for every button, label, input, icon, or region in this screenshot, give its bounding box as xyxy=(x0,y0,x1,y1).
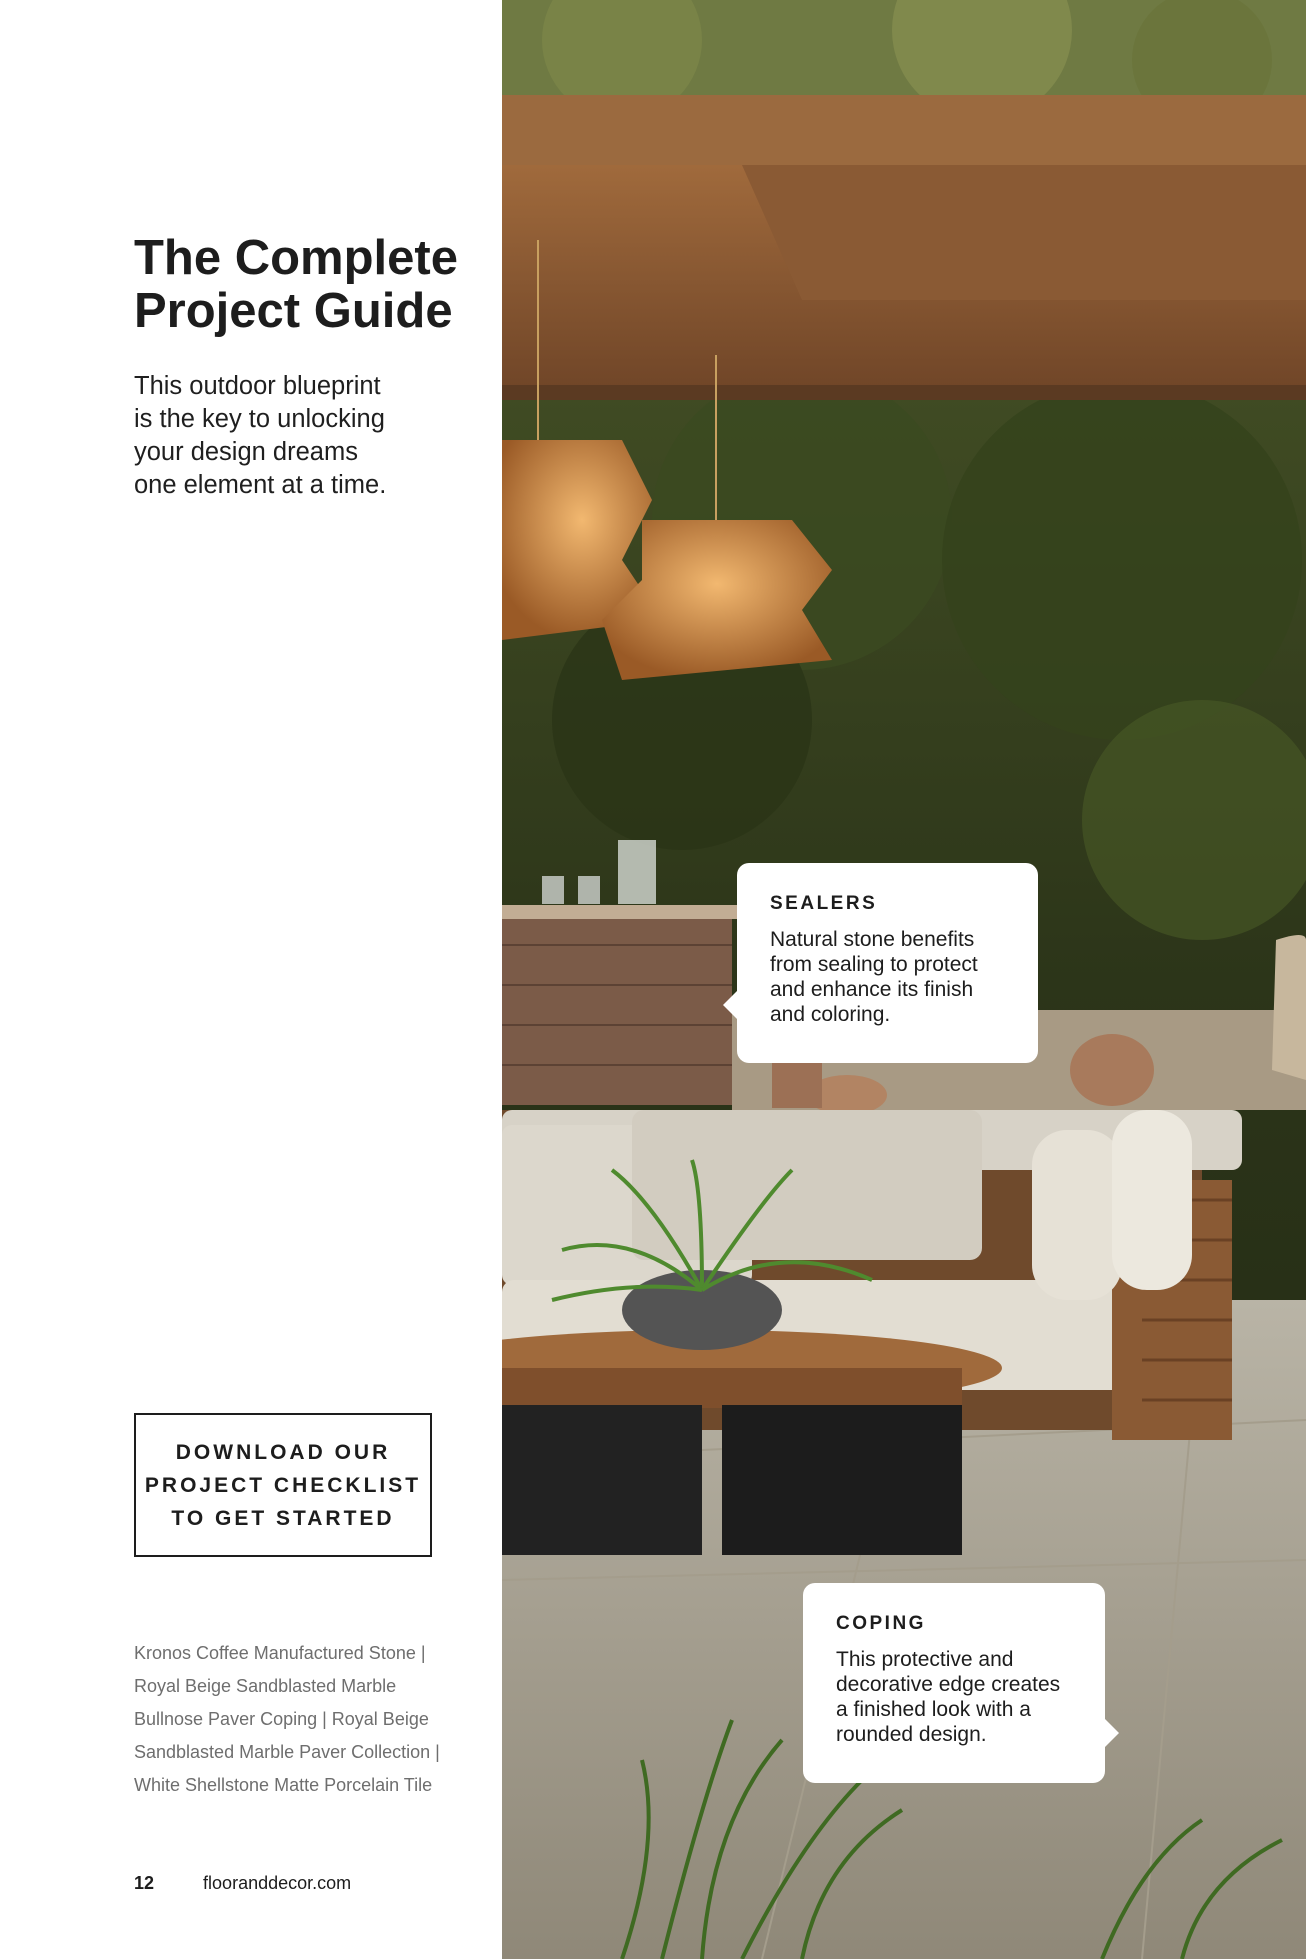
intro-line: is the key to unlocking xyxy=(134,405,385,433)
callout-line: and enhance its finish xyxy=(770,978,974,1001)
credit-line: Bullnose Paver Coping | Royal Beige xyxy=(134,1709,429,1729)
text-column xyxy=(0,0,502,1959)
callout-body xyxy=(836,1647,1073,1747)
callout-heading: SEALERS xyxy=(770,893,878,914)
product-credits xyxy=(134,1637,474,1802)
page-footer xyxy=(134,1873,351,1894)
callout-heading: COPING xyxy=(836,1613,926,1634)
callout-line: a finished look with a xyxy=(836,1698,1031,1721)
download-checklist-button[interactable] xyxy=(134,1413,432,1557)
cta-line: DOWNLOAD OUR xyxy=(175,1440,391,1464)
credit-line: Royal Beige Sandblasted Marble xyxy=(134,1676,397,1696)
callout-line: This protective and xyxy=(836,1648,1014,1671)
credit-line: White Shellstone Matte Porcelain Tile xyxy=(134,1775,433,1795)
intro-line: This outdoor blueprint xyxy=(134,372,381,400)
sealers-callout xyxy=(737,863,1038,1063)
cta-line: PROJECT CHECKLIST xyxy=(144,1473,422,1497)
intro-paragraph xyxy=(134,370,434,502)
callout-line: and coloring. xyxy=(770,1003,891,1026)
callout-line: rounded design. xyxy=(836,1723,987,1746)
coping-callout xyxy=(803,1583,1105,1783)
website-link[interactable]: flooranddecor.com xyxy=(203,1873,352,1893)
intro-line: one element at a time. xyxy=(134,471,387,499)
intro-line: your design dreams xyxy=(134,438,358,466)
callout-line: decorative edge creates xyxy=(836,1673,1061,1696)
callout-body xyxy=(770,927,1006,1027)
credit-line: Sandblasted Marble Paver Collection | xyxy=(134,1742,440,1762)
page-number: 12 xyxy=(134,1873,155,1893)
title-line: Project Guide xyxy=(134,284,453,338)
cta-line: TO GET STARTED xyxy=(171,1506,395,1530)
callout-line: from sealing to protect xyxy=(770,953,978,976)
title-line: The Complete xyxy=(134,231,458,285)
callout-line: Natural stone benefits xyxy=(770,928,975,951)
page-title xyxy=(134,232,494,338)
credit-line: Kronos Coffee Manufactured Stone | xyxy=(134,1643,426,1663)
